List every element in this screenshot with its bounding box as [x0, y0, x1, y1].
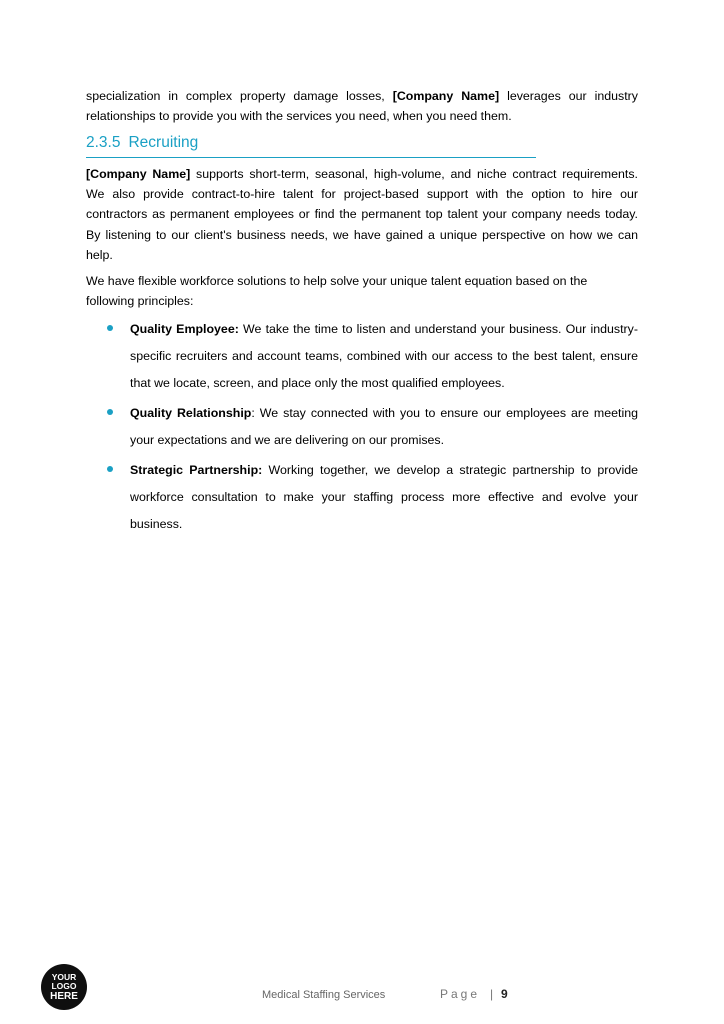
- intro-paragraph: [86, 86, 638, 126]
- bullet-icon: [107, 325, 113, 331]
- company-logo: [41, 964, 87, 1010]
- bullet-icon: [107, 466, 113, 472]
- bullet-text: We take the time to listen and understand your business. Our industry-specific recruiters and account teams, combined with our access to the best talent, ensure that we locate, screen, and place only the most qualified employees.: [130, 322, 638, 390]
- bullet-icon: [107, 409, 113, 415]
- bullet-label: Quality Employee:: [130, 322, 239, 336]
- company-name-placeholder: [Company Name]: [392, 89, 500, 103]
- principles-list: [86, 316, 638, 541]
- bullet-label: Strategic Partnership:: [130, 463, 263, 477]
- footer-document-title: Medical Staffing Services: [262, 989, 386, 1001]
- bullet-text: Working together, we develop a strategic partnership to provide workforce consultation to make your staffing process more effective and evolve your business.: [130, 463, 638, 531]
- logo-line: YOUR: [51, 971, 77, 982]
- list-item: [86, 316, 638, 397]
- section-title: Recruiting: [128, 134, 199, 151]
- logo-line: LOGO: [51, 980, 77, 991]
- logo-line: HERE: [50, 990, 78, 1002]
- company-name-placeholder: [Company Name]: [86, 167, 191, 181]
- recruiting-paragraph-text: supports short-term, seasonal, high-volume, and niche contract requirements. We also provide contract-to-hire talent for project-based support with the option to hire our contractors as permanent employees or find the permanent top talent your company needs today. By listening to our client's business needs, we have gained a unique perspective on how we can help.: [86, 167, 638, 262]
- intro-text-end: leverages our industry relationships to provide you with the services you need, when you need them.: [86, 89, 638, 124]
- section-heading: [86, 132, 536, 158]
- footer-separator: |: [490, 987, 494, 1001]
- list-item: [86, 457, 638, 538]
- intro-text-start: specialization in complex property damage losses,: [86, 89, 393, 103]
- recruiting-paragraph: [86, 164, 638, 265]
- section-number: 2.3.5: [86, 134, 121, 151]
- principles-intro-paragraph: We have flexible workforce solutions to help solve your unique talent equation based on the following principles:: [86, 274, 588, 309]
- bullet-text: : We stay connected with you to ensure our employees are meeting your expectations and we are delivering on our promises.: [130, 406, 638, 447]
- footer-page-label: Page: [440, 987, 481, 1001]
- bullet-label: Quality Relationship: [130, 406, 252, 420]
- list-item: [86, 400, 638, 454]
- footer-page-number: 9: [501, 987, 508, 1001]
